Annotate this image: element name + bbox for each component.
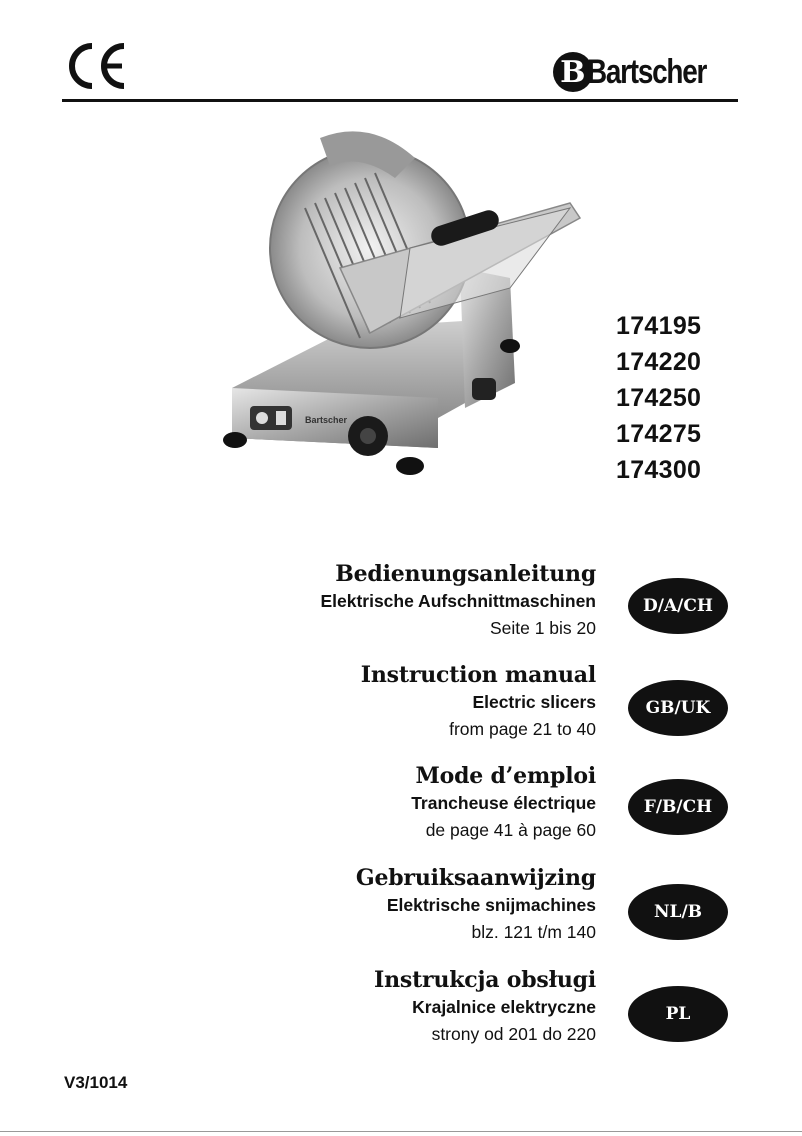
manual-title: Gebruiksaanwijzing <box>355 865 596 891</box>
svg-text:Bartscher: Bartscher <box>305 415 348 425</box>
electric-slicer-photo <box>210 118 600 518</box>
manual-subtitle: Elektrische snijmachines <box>386 895 596 915</box>
language-badge-de: D/A/CH <box>628 578 728 634</box>
ce-mark-icon <box>64 40 128 92</box>
model-number: 174220 <box>616 348 702 376</box>
manual-section-fr <box>411 762 596 844</box>
manual-subtitle: Electric slicers <box>472 692 596 712</box>
page-bottom-edge <box>0 1131 802 1132</box>
brand-name: Bartscher <box>586 52 706 91</box>
brand-logo <box>553 48 732 96</box>
manual-page-range: de page 41 à page 60 <box>425 820 596 840</box>
manual-subtitle: Trancheuse électrique <box>411 793 596 813</box>
model-number-list <box>616 308 701 488</box>
language-badge-pl: PL <box>628 986 728 1042</box>
manual-section-en <box>361 661 596 743</box>
manual-title: Instruction manual <box>360 662 596 688</box>
manual-page-range: blz. 121 t/m 140 <box>471 922 596 942</box>
model-number: 174250 <box>616 384 702 412</box>
manual-title: Bedienungsanleitung <box>335 561 596 587</box>
manual-title: Mode d’emploi <box>415 763 596 789</box>
language-badge-nl: NL/B <box>628 884 728 940</box>
language-badge-en: GB/UK <box>628 680 728 736</box>
model-number: 174300 <box>616 456 702 484</box>
manual-section-de <box>320 560 596 642</box>
manual-subtitle: Krajalnice elektryczne <box>412 997 596 1017</box>
model-number: 174195 <box>616 312 702 340</box>
manual-page-range: from page 21 to 40 <box>449 719 596 739</box>
manual-title: Instrukcja obsługi <box>374 967 596 993</box>
brand-logo-mark-icon: B <box>553 52 593 92</box>
language-badge-fr: F/B/CH <box>628 779 728 835</box>
manual-page-range: strony od 201 do 220 <box>431 1024 596 1044</box>
document-version: V3/1014 <box>64 1073 128 1092</box>
manual-page-range: Seite 1 bis 20 <box>489 618 596 638</box>
manual-subtitle: Elektrische Aufschnittmaschinen <box>320 591 596 611</box>
header-divider <box>62 99 738 102</box>
manual-section-nl <box>356 864 596 946</box>
manual-section-pl <box>374 966 596 1048</box>
model-number: 174275 <box>616 420 702 448</box>
